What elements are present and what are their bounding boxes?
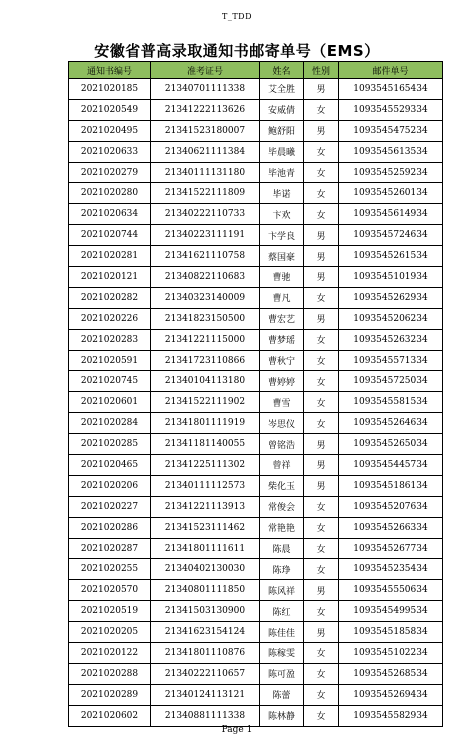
mail-number-cell: 1093545185834 [339,622,443,643]
notice-number-cell: 2021020282 [69,287,151,308]
exam-id-cell: 21341621110758 [151,246,260,267]
gender-cell: 男 [304,475,339,496]
exam-id-cell: 21340124113121 [151,684,260,705]
table-row [69,183,443,204]
gender-cell: 女 [304,371,339,392]
notice-number-cell: 2021020289 [69,684,151,705]
notice-number-cell: 2021020279 [69,162,151,183]
exam-id-cell: 21340402130030 [151,559,260,580]
gender-cell: 男 [304,267,339,288]
gender-cell: 女 [304,162,339,183]
notice-number-cell: 2021020745 [69,371,151,392]
mail-number-cell: 1093545265034 [339,434,443,455]
exam-id-cell: 21341823150500 [151,308,260,329]
exam-id-cell: 21340801111850 [151,580,260,601]
notice-number-cell: 2021020284 [69,413,151,434]
table-row [69,287,443,308]
student-name-cell: 常艳艳 [260,517,304,538]
student-name-cell: 曹婷婷 [260,371,304,392]
student-name-cell: 鲍舒阳 [260,120,304,141]
exam-id-cell: 21341723110866 [151,350,260,371]
student-name-cell: 曾铭浩 [260,434,304,455]
gender-cell: 女 [304,663,339,684]
student-name-cell: 陈蕾 [260,684,304,705]
table-row [69,434,443,455]
notice-number-cell: 2021020285 [69,434,151,455]
student-name-cell: 曹梦瑶 [260,329,304,350]
header-code: T_TDD [222,12,252,21]
gender-cell: 女 [304,684,339,705]
gender-cell: 女 [304,517,339,538]
exam-id-cell: 21340111112573 [151,475,260,496]
student-name-cell: 卞欢 [260,204,304,225]
table-row [69,413,443,434]
exam-id-cell: 21341523111462 [151,517,260,538]
mail-number-cell: 1093545499534 [339,601,443,622]
notice-number-cell: 2021020591 [69,350,151,371]
student-name-cell: 曾祥 [260,455,304,476]
student-name-cell: 岑思仪 [260,413,304,434]
exam-id-cell: 21341222113626 [151,99,260,120]
mail-number-cell: 1093545263234 [339,329,443,350]
notice-number-cell: 2021020465 [69,455,151,476]
exam-id-cell: 21341181140055 [151,434,260,455]
exam-id-cell: 21341801111919 [151,413,260,434]
mail-number-cell: 1093545269434 [339,684,443,705]
exam-id-cell: 21341503130900 [151,601,260,622]
student-name-cell: 陈稼雯 [260,643,304,664]
gender-cell: 男 [304,79,339,100]
gender-cell: 男 [304,622,339,643]
document-title: 安徽省普高录取通知书邮寄单号（EMS） [94,42,380,60]
exam-id-cell: 21341522111902 [151,392,260,413]
gender-cell: 女 [304,643,339,664]
gender-cell: 女 [304,183,339,204]
exam-id-cell: 21340323140009 [151,287,260,308]
mail-number-cell: 1093545613534 [339,141,443,162]
student-name-cell: 陈林静 [260,705,304,726]
notice-number-cell: 2021020634 [69,204,151,225]
gender-cell: 女 [304,99,339,120]
student-name-cell: 柴化玉 [260,475,304,496]
header-exam-id: 准考证号 [151,62,260,79]
notice-number-cell: 2021020744 [69,225,151,246]
table-row [69,684,443,705]
exam-id-cell: 21340881111338 [151,705,260,726]
gender-cell: 女 [304,496,339,517]
exam-id-cell: 21340621111384 [151,141,260,162]
notice-number-cell: 2021020283 [69,329,151,350]
student-name-cell: 艾全胜 [260,79,304,100]
mail-number-cell: 1093545260134 [339,183,443,204]
gender-cell: 女 [304,705,339,726]
notice-number-cell: 2021020495 [69,120,151,141]
header-mail-number: 邮件单号 [339,62,443,79]
table-row [69,580,443,601]
notice-number-cell: 2021020519 [69,601,151,622]
mail-number-cell: 1093545571334 [339,350,443,371]
notice-number-cell: 2021020288 [69,663,151,684]
mail-number-cell: 1093545724634 [339,225,443,246]
table-row [69,79,443,100]
table-row [69,225,443,246]
table-row [69,267,443,288]
student-name-cell: 曹驰 [260,267,304,288]
table-row [69,559,443,580]
header-notice-number: 通知书编号 [69,62,151,79]
mail-number-cell: 1093545581534 [339,392,443,413]
mail-number-cell: 1093545267734 [339,538,443,559]
notice-number-cell: 2021020570 [69,580,151,601]
mail-number-cell: 1093545261534 [339,246,443,267]
table-row [69,141,443,162]
table-row [69,601,443,622]
mail-number-cell: 1093545206234 [339,308,443,329]
exam-id-cell: 21340111131180 [151,162,260,183]
student-name-cell: 陈晨 [260,538,304,559]
table-header-row [69,62,443,79]
mail-number-cell: 1093545268534 [339,663,443,684]
gender-cell: 男 [304,580,339,601]
exam-id-cell: 21341523180007 [151,120,260,141]
page-footer: Page 1 [221,725,253,735]
mail-number-cell: 1093545614934 [339,204,443,225]
table-row [69,455,443,476]
gender-cell: 女 [304,601,339,622]
table-row [69,643,443,664]
student-name-cell: 陈佳佳 [260,622,304,643]
mail-number-cell: 1093545101934 [339,267,443,288]
notice-number-cell: 2021020286 [69,517,151,538]
table-row [69,204,443,225]
table-row [69,622,443,643]
table-row [69,663,443,684]
mail-number-cell: 1093545445734 [339,455,443,476]
student-name-cell: 曹雪 [260,392,304,413]
gender-cell: 女 [304,329,339,350]
gender-cell: 男 [304,308,339,329]
notice-number-cell: 2021020122 [69,643,151,664]
exam-id-cell: 21340701111338 [151,79,260,100]
admission-mail-table [68,61,443,727]
student-name-cell: 曹凡 [260,287,304,308]
mail-number-cell: 1093545582934 [339,705,443,726]
gender-cell: 女 [304,350,339,371]
header-gender: 性别 [304,62,339,79]
student-name-cell: 陈琤 [260,559,304,580]
mail-number-cell: 1093545529334 [339,99,443,120]
mail-number-cell: 1093545475234 [339,120,443,141]
table-row [69,496,443,517]
student-name-cell: 毕晨曦 [260,141,304,162]
notice-number-cell: 2021020287 [69,538,151,559]
gender-cell: 女 [304,413,339,434]
table-row [69,162,443,183]
gender-cell: 女 [304,392,339,413]
gender-cell: 女 [304,287,339,308]
gender-cell: 女 [304,141,339,162]
exam-id-cell: 21341801110876 [151,643,260,664]
notice-number-cell: 2021020601 [69,392,151,413]
notice-number-cell: 2021020280 [69,183,151,204]
student-name-cell: 常俊会 [260,496,304,517]
exam-id-cell: 21341221113913 [151,496,260,517]
exam-id-cell: 21341801111611 [151,538,260,559]
gender-cell: 男 [304,120,339,141]
table-row [69,371,443,392]
mail-number-cell: 1093545262934 [339,287,443,308]
notice-number-cell: 2021020226 [69,308,151,329]
mail-number-cell: 1093545102234 [339,643,443,664]
student-name-cell: 毕池青 [260,162,304,183]
table-row [69,392,443,413]
gender-cell: 女 [304,559,339,580]
notice-number-cell: 2021020206 [69,475,151,496]
exam-id-cell: 21340822110683 [151,267,260,288]
table-row [69,705,443,726]
table-row [69,246,443,267]
student-name-cell: 曹秋宁 [260,350,304,371]
table-row [69,350,443,371]
notice-number-cell: 2021020185 [69,79,151,100]
exam-id-cell: 21341221115000 [151,329,260,350]
student-name-cell: 毕诺 [260,183,304,204]
student-name-cell: 曹宏艺 [260,308,304,329]
exam-id-cell: 21341225111302 [151,455,260,476]
gender-cell: 女 [304,204,339,225]
table-row [69,99,443,120]
notice-number-cell: 2021020281 [69,246,151,267]
table-row [69,475,443,496]
exam-id-cell: 21341623154124 [151,622,260,643]
mail-number-cell: 1093545165434 [339,79,443,100]
mail-number-cell: 1093545550634 [339,580,443,601]
gender-cell: 男 [304,246,339,267]
notice-number-cell: 2021020121 [69,267,151,288]
mail-number-cell: 1093545264634 [339,413,443,434]
exam-id-cell: 21340222110733 [151,204,260,225]
exam-id-cell: 21341522111809 [151,183,260,204]
mail-number-cell: 1093545207634 [339,496,443,517]
notice-number-cell: 2021020227 [69,496,151,517]
gender-cell: 男 [304,225,339,246]
exam-id-cell: 21340223111191 [151,225,260,246]
student-name-cell: 陈风祥 [260,580,304,601]
table-row [69,517,443,538]
table-row [69,308,443,329]
mail-number-cell: 1093545186134 [339,475,443,496]
mail-number-cell: 1093545235434 [339,559,443,580]
mail-number-cell: 1093545266334 [339,517,443,538]
gender-cell: 女 [304,538,339,559]
exam-id-cell: 21340222110657 [151,663,260,684]
notice-number-cell: 2021020255 [69,559,151,580]
exam-id-cell: 21340104113180 [151,371,260,392]
notice-number-cell: 2021020205 [69,622,151,643]
student-name-cell: 陈可盈 [260,663,304,684]
notice-number-cell: 2021020549 [69,99,151,120]
student-name-cell: 卞学良 [260,225,304,246]
mail-number-cell: 1093545259234 [339,162,443,183]
header-name: 姓名 [260,62,304,79]
gender-cell: 男 [304,455,339,476]
table-row [69,120,443,141]
table-row [69,538,443,559]
table-row [69,329,443,350]
student-name-cell: 安威倩 [260,99,304,120]
mail-number-cell: 1093545725034 [339,371,443,392]
notice-number-cell: 2021020602 [69,705,151,726]
student-name-cell: 蔡国豪 [260,246,304,267]
student-name-cell: 陈红 [260,601,304,622]
gender-cell: 男 [304,434,339,455]
notice-number-cell: 2021020633 [69,141,151,162]
